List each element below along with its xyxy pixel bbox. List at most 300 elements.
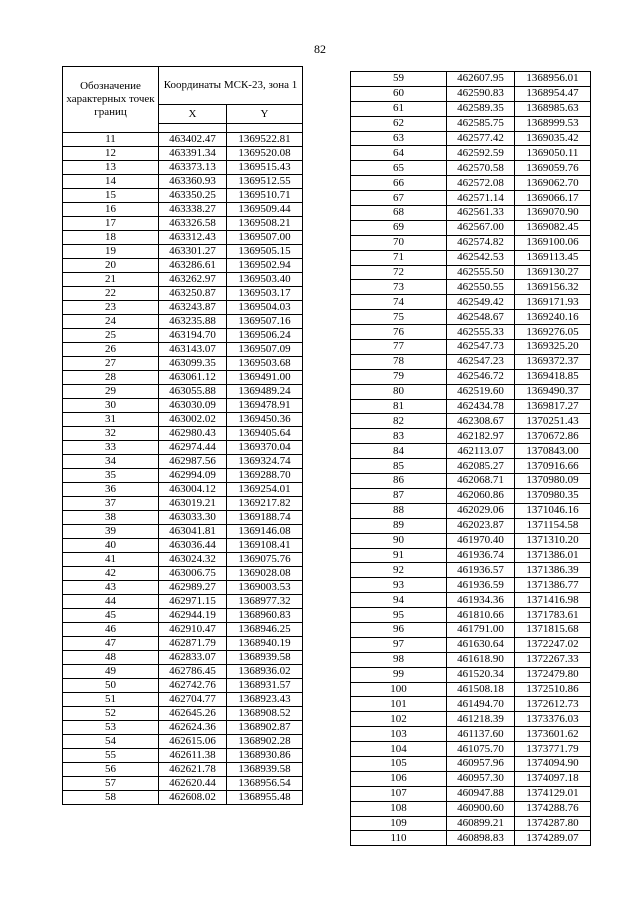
x-coordinate: 462577.42	[447, 131, 515, 146]
x-coordinate: 463338.27	[159, 203, 227, 217]
point-number: 44	[63, 595, 159, 609]
table-row	[351, 801, 591, 816]
y-coordinate: 1372612.73	[515, 697, 591, 712]
point-number: 72	[351, 265, 447, 280]
point-number: 36	[63, 483, 159, 497]
point-number: 15	[63, 189, 159, 203]
y-coordinate: 1374288.76	[515, 801, 591, 816]
y-coordinate: 1369507.09	[227, 343, 303, 357]
x-coordinate: 462974.44	[159, 441, 227, 455]
table-row	[351, 533, 591, 548]
y-coordinate: 1369507.16	[227, 315, 303, 329]
y-coordinate: 1368940.19	[227, 637, 303, 651]
y-coordinate: 1371416.98	[515, 593, 591, 608]
point-number: 70	[351, 235, 447, 250]
table-row	[63, 203, 303, 217]
table-row	[351, 235, 591, 250]
table-row	[63, 511, 303, 525]
x-coordinate: 462624.36	[159, 721, 227, 735]
point-number: 34	[63, 455, 159, 469]
point-number: 76	[351, 325, 447, 340]
point-number: 85	[351, 459, 447, 474]
y-coordinate: 1369075.76	[227, 553, 303, 567]
point-number: 43	[63, 581, 159, 595]
table-row	[351, 206, 591, 221]
x-coordinate: 461791.00	[447, 622, 515, 637]
x-coordinate: 463312.43	[159, 231, 227, 245]
x-coordinate: 461936.74	[447, 548, 515, 563]
table-row	[351, 354, 591, 369]
x-coordinate: 463235.88	[159, 315, 227, 329]
x-coordinate: 462615.06	[159, 735, 227, 749]
table-row	[351, 682, 591, 697]
y-coordinate: 1369240.16	[515, 310, 591, 325]
y-coordinate: 1373601.62	[515, 727, 591, 742]
x-coordinate: 462029.06	[447, 503, 515, 518]
x-coordinate: 463250.87	[159, 287, 227, 301]
x-coordinate: 461936.57	[447, 563, 515, 578]
point-number: 56	[63, 763, 159, 777]
y-coordinate: 1370980.35	[515, 488, 591, 503]
x-coordinate: 462590.83	[447, 86, 515, 101]
x-coordinate: 463099.35	[159, 357, 227, 371]
point-number: 87	[351, 488, 447, 503]
y-coordinate: 1371815.68	[515, 622, 591, 637]
point-number: 78	[351, 354, 447, 369]
table-row	[63, 231, 303, 245]
point-number: 48	[63, 651, 159, 665]
table-row	[351, 488, 591, 503]
table-row	[63, 749, 303, 763]
y-coordinate: 1369082.45	[515, 220, 591, 235]
y-coordinate: 1369325.20	[515, 340, 591, 355]
table-row	[351, 578, 591, 593]
table-row	[63, 217, 303, 231]
table-row	[63, 707, 303, 721]
point-number: 26	[63, 343, 159, 357]
point-number: 59	[351, 72, 447, 87]
y-coordinate: 1369510.71	[227, 189, 303, 203]
x-coordinate: 462023.87	[447, 518, 515, 533]
y-coordinate: 1369062.70	[515, 176, 591, 191]
table-row	[63, 147, 303, 161]
x-coordinate: 462910.47	[159, 623, 227, 637]
y-coordinate: 1369506.24	[227, 329, 303, 343]
point-number: 35	[63, 469, 159, 483]
table-row	[351, 191, 591, 206]
point-number: 67	[351, 191, 447, 206]
y-coordinate: 1369100.06	[515, 235, 591, 250]
point-number: 45	[63, 609, 159, 623]
x-coordinate: 461218.39	[447, 712, 515, 727]
y-coordinate: 1369370.04	[227, 441, 303, 455]
y-coordinate: 1369171.93	[515, 295, 591, 310]
y-coordinate: 1369217.82	[227, 497, 303, 511]
x-coordinate: 460898.83	[447, 831, 515, 846]
y-coordinate: 1369509.44	[227, 203, 303, 217]
x-coordinate: 462547.73	[447, 340, 515, 355]
y-coordinate: 1372247.02	[515, 637, 591, 652]
table-row	[63, 735, 303, 749]
table-row	[351, 697, 591, 712]
point-number: 90	[351, 533, 447, 548]
x-coordinate: 463262.97	[159, 273, 227, 287]
x-coordinate: 463041.81	[159, 525, 227, 539]
point-number: 27	[63, 357, 159, 371]
point-number: 89	[351, 518, 447, 533]
point-number: 62	[351, 116, 447, 131]
y-coordinate: 1369035.42	[515, 131, 591, 146]
table-row	[63, 581, 303, 595]
y-coordinate: 1373771.79	[515, 742, 591, 757]
x-coordinate: 461630.64	[447, 637, 515, 652]
point-number: 40	[63, 539, 159, 553]
table-row	[63, 777, 303, 791]
point-number: 32	[63, 427, 159, 441]
y-coordinate: 1369372.37	[515, 354, 591, 369]
x-coordinate: 463286.61	[159, 259, 227, 273]
table-row	[351, 444, 591, 459]
y-coordinate: 1369156.32	[515, 280, 591, 295]
x-coordinate: 462989.27	[159, 581, 227, 595]
y-coordinate: 1368955.48	[227, 791, 303, 805]
table-row	[351, 72, 591, 87]
table-row	[351, 116, 591, 131]
x-coordinate: 462561.33	[447, 206, 515, 221]
table-row	[63, 315, 303, 329]
point-number: 98	[351, 652, 447, 667]
y-coordinate: 1369418.85	[515, 369, 591, 384]
x-coordinate: 462519.60	[447, 384, 515, 399]
y-coordinate: 1369503.68	[227, 357, 303, 371]
x-coordinate: 462833.07	[159, 651, 227, 665]
point-number: 49	[63, 665, 159, 679]
coordinates-table-right	[350, 71, 591, 846]
table-row	[351, 756, 591, 771]
table-row	[63, 497, 303, 511]
y-coordinate: 1372510.86	[515, 682, 591, 697]
table-row	[63, 679, 303, 693]
table-row	[63, 189, 303, 203]
x-coordinate: 461494.70	[447, 697, 515, 712]
y-coordinate: 1371386.77	[515, 578, 591, 593]
table-row	[351, 325, 591, 340]
table-row	[63, 637, 303, 651]
table-row	[63, 287, 303, 301]
x-coordinate: 463006.75	[159, 567, 227, 581]
x-coordinate: 462085.27	[447, 459, 515, 474]
table-row	[63, 609, 303, 623]
x-coordinate: 461970.40	[447, 533, 515, 548]
x-coordinate: 463391.34	[159, 147, 227, 161]
x-coordinate: 462971.15	[159, 595, 227, 609]
x-coordinate: 463360.93	[159, 175, 227, 189]
point-number: 92	[351, 563, 447, 578]
table-row	[63, 455, 303, 469]
point-number: 46	[63, 623, 159, 637]
table-row	[63, 161, 303, 175]
table-row	[63, 329, 303, 343]
y-coordinate: 1370980.09	[515, 474, 591, 489]
point-number: 60	[351, 86, 447, 101]
x-coordinate: 463002.02	[159, 413, 227, 427]
y-coordinate: 1369059.76	[515, 161, 591, 176]
point-number: 25	[63, 329, 159, 343]
point-number: 91	[351, 548, 447, 563]
point-number: 103	[351, 727, 447, 742]
x-coordinate: 463055.88	[159, 385, 227, 399]
x-coordinate: 460957.96	[447, 756, 515, 771]
x-coordinate: 461934.36	[447, 593, 515, 608]
y-coordinate: 1368939.58	[227, 763, 303, 777]
x-coordinate: 462182.97	[447, 429, 515, 444]
coordinates-table-left	[62, 66, 303, 805]
y-coordinate: 1369504.03	[227, 301, 303, 315]
y-coordinate: 1369450.36	[227, 413, 303, 427]
y-coordinate: 1369512.55	[227, 175, 303, 189]
x-coordinate: 463326.58	[159, 217, 227, 231]
table-row	[63, 385, 303, 399]
x-coordinate: 462060.86	[447, 488, 515, 503]
point-number: 84	[351, 444, 447, 459]
y-coordinate: 1368930.86	[227, 749, 303, 763]
y-coordinate: 1370843.00	[515, 444, 591, 459]
x-coordinate: 463402.47	[159, 133, 227, 147]
table-row	[63, 301, 303, 315]
x-coordinate: 462572.08	[447, 176, 515, 191]
table-row	[351, 414, 591, 429]
y-coordinate: 1374129.01	[515, 786, 591, 801]
x-coordinate: 460957.30	[447, 771, 515, 786]
point-number: 109	[351, 816, 447, 831]
table-row	[63, 357, 303, 371]
y-header: Y	[227, 105, 303, 124]
point-number: 88	[351, 503, 447, 518]
y-coordinate: 1373376.03	[515, 712, 591, 727]
table-row	[63, 175, 303, 189]
point-number: 18	[63, 231, 159, 245]
table-row	[351, 652, 591, 667]
y-coordinate: 1374289.07	[515, 831, 591, 846]
point-number: 79	[351, 369, 447, 384]
point-number: 108	[351, 801, 447, 816]
table-row	[351, 831, 591, 846]
x-coordinate: 462548.67	[447, 310, 515, 325]
y-coordinate: 1368956.01	[515, 72, 591, 87]
point-number: 97	[351, 637, 447, 652]
point-number: 86	[351, 474, 447, 489]
table-row	[351, 771, 591, 786]
y-coordinate: 1369276.05	[515, 325, 591, 340]
table-row	[351, 369, 591, 384]
y-coordinate: 1369507.00	[227, 231, 303, 245]
x-coordinate: 462542.53	[447, 250, 515, 265]
x-coordinate: 463194.70	[159, 329, 227, 343]
x-coordinate: 462589.35	[447, 101, 515, 116]
y-coordinate: 1368902.87	[227, 721, 303, 735]
x-coordinate: 463019.21	[159, 497, 227, 511]
point-number: 81	[351, 399, 447, 414]
y-coordinate: 1371386.01	[515, 548, 591, 563]
table-row	[63, 539, 303, 553]
table-row	[351, 742, 591, 757]
table-row	[63, 763, 303, 777]
point-number: 54	[63, 735, 159, 749]
y-coordinate: 1368939.58	[227, 651, 303, 665]
y-coordinate: 1374094.90	[515, 756, 591, 771]
x-coordinate: 462113.07	[447, 444, 515, 459]
table-row	[351, 503, 591, 518]
table-row	[63, 665, 303, 679]
table-row	[351, 459, 591, 474]
point-number: 66	[351, 176, 447, 191]
table-row	[351, 310, 591, 325]
y-coordinate: 1369490.37	[515, 384, 591, 399]
x-coordinate: 462980.43	[159, 427, 227, 441]
x-coordinate: 463061.12	[159, 371, 227, 385]
point-number: 69	[351, 220, 447, 235]
x-coordinate: 462571.14	[447, 191, 515, 206]
point-number: 19	[63, 245, 159, 259]
point-number: 24	[63, 315, 159, 329]
y-coordinate: 1369066.17	[515, 191, 591, 206]
table-row	[351, 146, 591, 161]
x-coordinate: 463033.30	[159, 511, 227, 525]
point-number: 65	[351, 161, 447, 176]
table-row	[351, 637, 591, 652]
table-row	[351, 593, 591, 608]
x-coordinate: 462434.78	[447, 399, 515, 414]
y-coordinate: 1369508.21	[227, 217, 303, 231]
y-coordinate: 1369522.81	[227, 133, 303, 147]
y-coordinate: 1371310.20	[515, 533, 591, 548]
point-number: 104	[351, 742, 447, 757]
point-number: 102	[351, 712, 447, 727]
table-row	[351, 786, 591, 801]
point-number: 107	[351, 786, 447, 801]
point-number: 28	[63, 371, 159, 385]
table-row	[63, 553, 303, 567]
x-coordinate: 463036.44	[159, 539, 227, 553]
table-row	[63, 343, 303, 357]
table-row	[63, 441, 303, 455]
point-number: 41	[63, 553, 159, 567]
y-coordinate: 1368956.54	[227, 777, 303, 791]
point-number: 63	[351, 131, 447, 146]
point-number: 55	[63, 749, 159, 763]
point-number: 20	[63, 259, 159, 273]
y-coordinate: 1369050.11	[515, 146, 591, 161]
y-coordinate: 1368946.25	[227, 623, 303, 637]
table-row	[63, 273, 303, 287]
point-number: 96	[351, 622, 447, 637]
point-number: 61	[351, 101, 447, 116]
point-number: 38	[63, 511, 159, 525]
x-coordinate: 463350.25	[159, 189, 227, 203]
x-coordinate: 462871.79	[159, 637, 227, 651]
point-number: 99	[351, 667, 447, 682]
x-coordinate: 461075.70	[447, 742, 515, 757]
y-coordinate: 1369503.17	[227, 287, 303, 301]
point-number: 14	[63, 175, 159, 189]
x-coordinate: 461137.60	[447, 727, 515, 742]
y-coordinate: 1369003.53	[227, 581, 303, 595]
point-number: 101	[351, 697, 447, 712]
table-row	[351, 265, 591, 280]
point-number: 51	[63, 693, 159, 707]
table-row	[63, 567, 303, 581]
y-coordinate: 1369188.74	[227, 511, 303, 525]
point-number: 83	[351, 429, 447, 444]
y-coordinate: 1368954.47	[515, 86, 591, 101]
x-coordinate: 463004.12	[159, 483, 227, 497]
point-number: 68	[351, 206, 447, 221]
designation-header: Обозначение характерных точек границ	[63, 67, 159, 133]
y-coordinate: 1369405.64	[227, 427, 303, 441]
x-coordinate: 462742.76	[159, 679, 227, 693]
point-number: 105	[351, 756, 447, 771]
table-row	[351, 384, 591, 399]
coordinates-table-right-body	[351, 72, 591, 846]
coordinates-table-left-body	[63, 133, 303, 805]
x-coordinate: 462546.72	[447, 369, 515, 384]
x-coordinate: 463030.09	[159, 399, 227, 413]
x-coordinate: 462592.59	[447, 146, 515, 161]
y-coordinate: 1369502.94	[227, 259, 303, 273]
x-coordinate: 462786.45	[159, 665, 227, 679]
point-number: 42	[63, 567, 159, 581]
point-number: 57	[63, 777, 159, 791]
x-coordinate: 462555.50	[447, 265, 515, 280]
x-coordinate: 462585.75	[447, 116, 515, 131]
table-row	[63, 133, 303, 147]
x-coordinate: 463024.32	[159, 553, 227, 567]
y-coordinate: 1368923.43	[227, 693, 303, 707]
point-number: 50	[63, 679, 159, 693]
x-coordinate: 463373.13	[159, 161, 227, 175]
point-number: 106	[351, 771, 447, 786]
point-number: 100	[351, 682, 447, 697]
table-row	[63, 469, 303, 483]
y-coordinate: 1369130.27	[515, 265, 591, 280]
x-coordinate: 461520.34	[447, 667, 515, 682]
y-coordinate: 1369113.45	[515, 250, 591, 265]
y-coordinate: 1369288.70	[227, 469, 303, 483]
table-row	[351, 86, 591, 101]
y-coordinate: 1374097.18	[515, 771, 591, 786]
x-coordinate: 461618.90	[447, 652, 515, 667]
y-coordinate: 1371154.58	[515, 518, 591, 533]
y-coordinate: 1370916.66	[515, 459, 591, 474]
table-row	[351, 608, 591, 623]
point-number: 21	[63, 273, 159, 287]
table-row	[351, 712, 591, 727]
point-number: 74	[351, 295, 447, 310]
point-number: 17	[63, 217, 159, 231]
point-number: 30	[63, 399, 159, 413]
table-row	[351, 727, 591, 742]
y-coordinate: 1370251.43	[515, 414, 591, 429]
point-number: 53	[63, 721, 159, 735]
table-row	[351, 161, 591, 176]
x-coordinate: 460900.60	[447, 801, 515, 816]
y-coordinate: 1370672.86	[515, 429, 591, 444]
table-row	[351, 563, 591, 578]
x-coordinate: 462308.67	[447, 414, 515, 429]
x-coordinate: 462704.77	[159, 693, 227, 707]
table-row	[351, 250, 591, 265]
table-row	[351, 131, 591, 146]
